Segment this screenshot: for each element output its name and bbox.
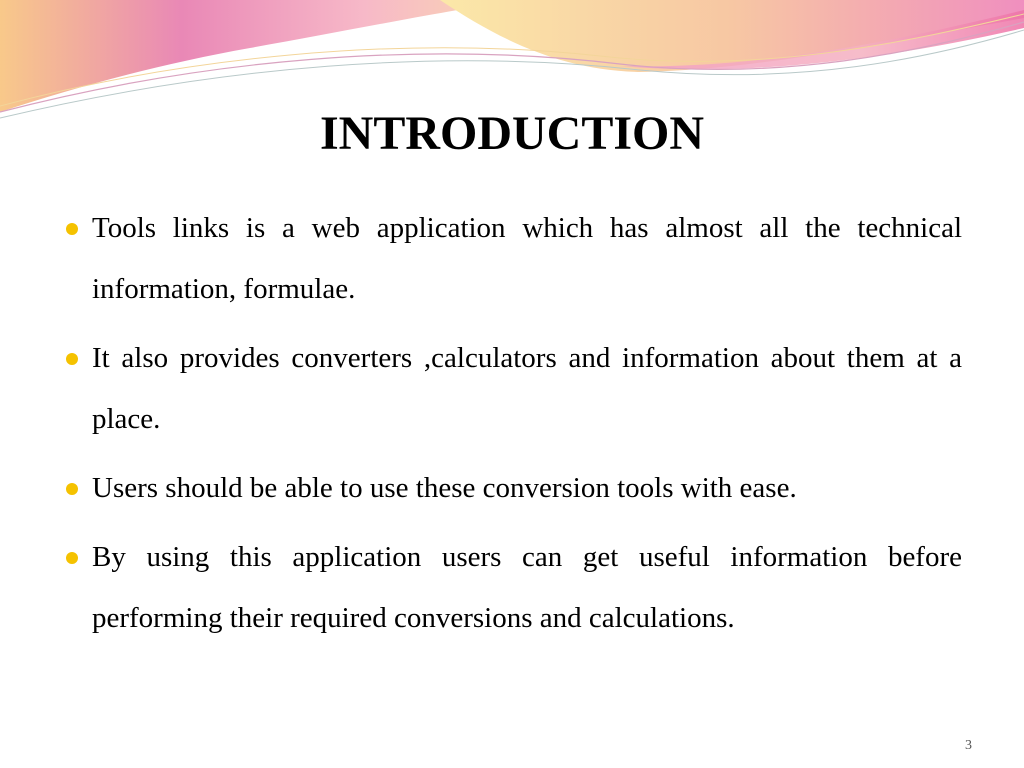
- list-item: [62, 328, 962, 450]
- bullet-text: It also provides converters ,calculators and information about them at a place.: [92, 342, 962, 435]
- list-item: [62, 198, 962, 320]
- list-item: [62, 458, 962, 519]
- bullet-list: [62, 198, 962, 657]
- bullet-text: Tools links is a web application which has almost all the technical information, formulae.: [92, 212, 962, 305]
- list-item: [62, 527, 962, 649]
- page-number: 3: [965, 738, 972, 753]
- slide-title: INTRODUCTION: [319, 107, 705, 160]
- wave-band-left: [0, 0, 520, 112]
- bullet-dot-icon: [66, 552, 78, 564]
- bullet-dot-icon: [66, 223, 78, 235]
- bullet-dot-icon: [66, 483, 78, 495]
- bullet-text: By using this application users can get useful information before performing their required conversions and calculations.: [92, 541, 962, 634]
- bullet-dot-icon: [66, 353, 78, 365]
- bullet-text: Users should be able to use these conversion tools with ease.: [92, 472, 797, 504]
